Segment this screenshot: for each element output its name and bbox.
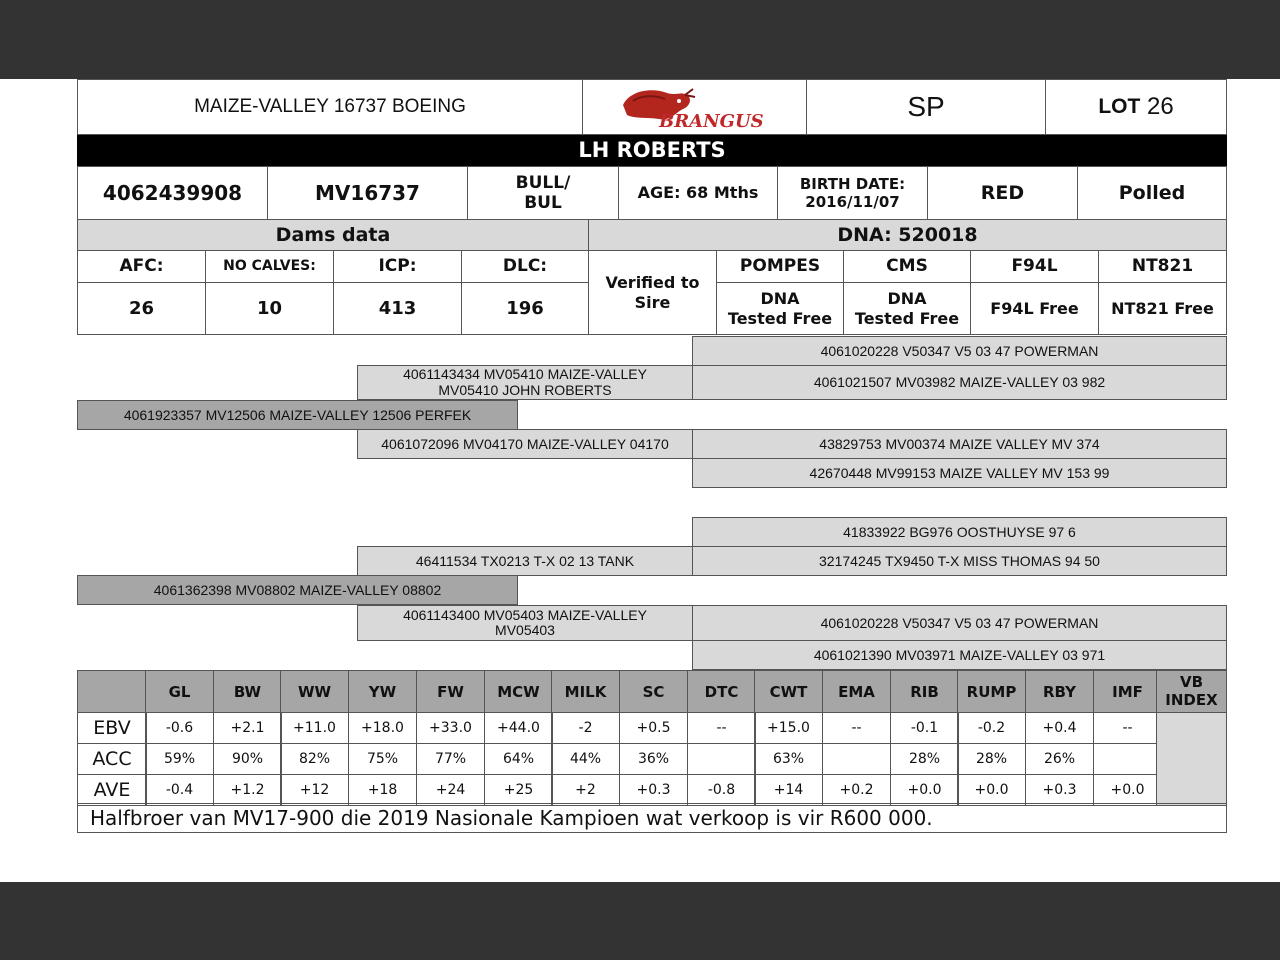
ebv-cell: -0.4 xyxy=(145,774,214,806)
ebv-cell: 75% xyxy=(348,743,417,775)
ebv-col-header: WW xyxy=(280,670,349,713)
ebv-cell: +0.2 xyxy=(822,774,891,806)
dams-data-title: Dams data xyxy=(77,219,589,251)
no-calves-header: NO CALVES: xyxy=(205,250,334,283)
ebv-cell: 26% xyxy=(1025,743,1094,775)
sex-line2: BUL xyxy=(524,193,562,213)
ebv-col-header: DTC xyxy=(687,670,756,713)
ebv-cell: +12 xyxy=(280,774,349,806)
verified-line2: Sire xyxy=(634,292,671,312)
pedigree-ssd: 4061021507 MV03982 MAIZE-VALLEY 03 982 xyxy=(692,365,1227,400)
pedigree-sdd: 42670448 MV99153 MAIZE VALLEY MV 153 99 xyxy=(692,458,1227,488)
bottom-dark-band xyxy=(0,882,1280,960)
ebv-cell: 63% xyxy=(754,743,823,775)
cms-header: CMS xyxy=(843,250,971,283)
ebv-cell: 59% xyxy=(145,743,214,775)
ebv-col-header: RUMP xyxy=(957,670,1026,713)
ebv-col-header: MCW xyxy=(484,670,553,713)
ebv-cell xyxy=(687,743,756,775)
ebv-cell: +0.4 xyxy=(1025,712,1094,744)
ebv-cell: +2 xyxy=(551,774,620,806)
ebv-col-header: EMA xyxy=(822,670,891,713)
ebv-cell: 28% xyxy=(890,743,959,775)
pedigree-sds: 43829753 MV00374 MAIZE VALLEY MV 374 xyxy=(692,429,1227,459)
ebv-col-header: RBY xyxy=(1025,670,1094,713)
dlc-value: 196 xyxy=(461,282,589,335)
ebv-col-header: SC xyxy=(619,670,688,713)
ebv-cell: -- xyxy=(687,712,756,744)
afc-header: AFC: xyxy=(77,250,206,283)
ebv-cell: 77% xyxy=(416,743,485,775)
pedigree-sire-sire xyxy=(357,365,693,400)
lot-label: LOT xyxy=(1098,95,1141,119)
ebv-row-label: EBV xyxy=(77,712,147,744)
vb-index-value xyxy=(1156,712,1227,806)
pedigree-dam-dam-line1: 4061143400 MV05403 MAIZE-VALLEY xyxy=(403,606,647,623)
ebv-col-header: YW xyxy=(348,670,417,713)
icp-value: 413 xyxy=(333,282,462,335)
ebv-cell: +2.1 xyxy=(213,712,282,744)
ebv-cell: +18 xyxy=(348,774,417,806)
ebv-cell: -0.1 xyxy=(890,712,959,744)
grade: SP xyxy=(806,79,1046,135)
ebv-cell: +0.3 xyxy=(619,774,688,806)
ebv-col-header: FW xyxy=(416,670,485,713)
pedigree-sire-sire-line1: 4061143434 MV05410 MAIZE-VALLEY xyxy=(403,366,647,383)
ebv-cell: 44% xyxy=(551,743,620,775)
vb-index-header xyxy=(1156,670,1227,713)
pedigree-dss: 41833922 BG976 OOSTHUYSE 97 6 xyxy=(692,517,1227,547)
pompes-header: POMPES xyxy=(716,250,844,283)
ebv-cell: +11.0 xyxy=(280,712,349,744)
lot-box xyxy=(1045,79,1227,135)
colour: RED xyxy=(927,166,1078,220)
pedigree-dam-sire: 46411534 TX0213 T-X 02 13 TANK xyxy=(357,546,693,576)
ebv-cell: +0.0 xyxy=(1093,774,1162,806)
pedigree-dsd: 32174245 TX9450 T-X MISS THOMAS 94 50 xyxy=(692,546,1227,576)
animal-name: MAIZE-VALLEY 16737 BOEING xyxy=(77,79,583,135)
nt821-result: NT821 Free xyxy=(1098,282,1227,335)
ebv-cell: +0.5 xyxy=(619,712,688,744)
afc-value: 26 xyxy=(77,282,206,335)
bull-logo-icon xyxy=(615,83,775,131)
ebv-cell: +1.2 xyxy=(213,774,282,806)
pompes-result-line2: Tested Free xyxy=(727,308,833,328)
ebv-cell: -0.2 xyxy=(957,712,1026,744)
ebv-col-header: IMF xyxy=(1093,670,1162,713)
verified-to-sire xyxy=(588,250,717,335)
ebv-cell: +0.3 xyxy=(1025,774,1094,806)
ebv-col-header: RIB xyxy=(890,670,959,713)
ebv-cell: -- xyxy=(822,712,891,744)
ebv-cell: +14 xyxy=(754,774,823,806)
ebv-cell: -- xyxy=(1093,712,1162,744)
ebv-cell: +0.0 xyxy=(957,774,1026,806)
horn-status: Polled xyxy=(1077,166,1227,220)
ebv-cell: -2 xyxy=(551,712,620,744)
ebv-row-label: AVE xyxy=(77,774,147,806)
ebv-corner xyxy=(77,670,147,713)
icp-header: ICP: xyxy=(333,250,462,283)
ebv-cell: 28% xyxy=(957,743,1026,775)
comment: Halfbroer van MV17-900 die 2019 Nasionale Kampioen wat verkoop is vir R600 000. xyxy=(77,803,1227,833)
tattoo: MV16737 xyxy=(267,166,468,220)
nt821-header: NT821 xyxy=(1098,250,1227,283)
pompes-result xyxy=(716,282,844,335)
f94l-result: F94L Free xyxy=(970,282,1099,335)
ebv-col-header: BW xyxy=(213,670,282,713)
f94l-header: F94L xyxy=(970,250,1099,283)
age: AGE: 68 Mths xyxy=(618,166,778,220)
ebv-row-label: ACC xyxy=(77,743,147,775)
ebv-col-header: MILK xyxy=(551,670,620,713)
ebv-cell xyxy=(1093,743,1162,775)
ebv-cell: +44.0 xyxy=(484,712,553,744)
ebv-cell xyxy=(822,743,891,775)
cms-result xyxy=(843,282,971,335)
pedigree-sss: 4061020228 V50347 V5 03 47 POWERMAN xyxy=(692,336,1227,366)
pedigree-dam-dam-line2: MV05403 xyxy=(495,622,555,638)
ebv-cell: 64% xyxy=(484,743,553,775)
ebv-cell: 90% xyxy=(213,743,282,775)
vb-line1: VB xyxy=(1179,673,1204,692)
registration-number: 4062439908 xyxy=(77,166,268,220)
breeder-name: LH ROBERTS xyxy=(77,135,1227,167)
ebv-cell: +0.0 xyxy=(890,774,959,806)
pedigree-sire-sire-line2: MV05410 JOHN ROBERTS xyxy=(438,381,612,398)
sex-line1: BULL/ xyxy=(515,172,571,193)
pompes-result-line1: DNA xyxy=(760,289,800,309)
ebv-col-header: CWT xyxy=(754,670,823,713)
ebv-cell: 82% xyxy=(280,743,349,775)
ebv-col-header: GL xyxy=(145,670,214,713)
top-dark-band xyxy=(0,0,1280,79)
ebv-cell: +18.0 xyxy=(348,712,417,744)
ebv-cell: +33.0 xyxy=(416,712,485,744)
birth-date: 2016/11/07 xyxy=(805,193,900,211)
ebv-cell: 36% xyxy=(619,743,688,775)
dlc-header: DLC: xyxy=(461,250,589,283)
pedigree-sire: 4061923357 MV12506 MAIZE-VALLEY 12506 PERFEK xyxy=(77,400,518,430)
lot-number: 26 xyxy=(1146,92,1174,120)
sex xyxy=(467,166,619,220)
pedigree-ddd: 4061021390 MV03971 MAIZE-VALLEY 03 971 xyxy=(692,640,1227,670)
ebv-cell: -0.6 xyxy=(145,712,214,744)
birth-date-box xyxy=(777,166,928,220)
pedigree-sire-dam: 4061072096 MV04170 MAIZE-VALLEY 04170 xyxy=(357,429,693,459)
ebv-cell: +24 xyxy=(416,774,485,806)
lot-card xyxy=(0,79,1280,882)
dna-title: DNA: 520018 xyxy=(588,219,1227,251)
ebv-cell: +25 xyxy=(484,774,553,806)
brangus-logo xyxy=(582,79,807,135)
ebv-cell: +15.0 xyxy=(754,712,823,744)
cms-result-line2: Tested Free xyxy=(854,308,960,328)
pedigree-dam-dam xyxy=(357,605,693,641)
verified-line1: Verified to xyxy=(605,273,700,293)
birth-date-label: BIRTH DATE: xyxy=(799,175,906,193)
pedigree-dam: 4061362398 MV08802 MAIZE-VALLEY 08802 xyxy=(77,575,518,605)
vb-line2: INDEX xyxy=(1165,690,1218,709)
breed-logo-text: BRANGUS xyxy=(658,111,764,131)
cms-result-line1: DNA xyxy=(887,289,927,309)
no-calves-value: 10 xyxy=(205,282,334,335)
pedigree-dds: 4061020228 V50347 V5 03 47 POWERMAN xyxy=(692,605,1227,641)
ebv-cell: -0.8 xyxy=(687,774,756,806)
